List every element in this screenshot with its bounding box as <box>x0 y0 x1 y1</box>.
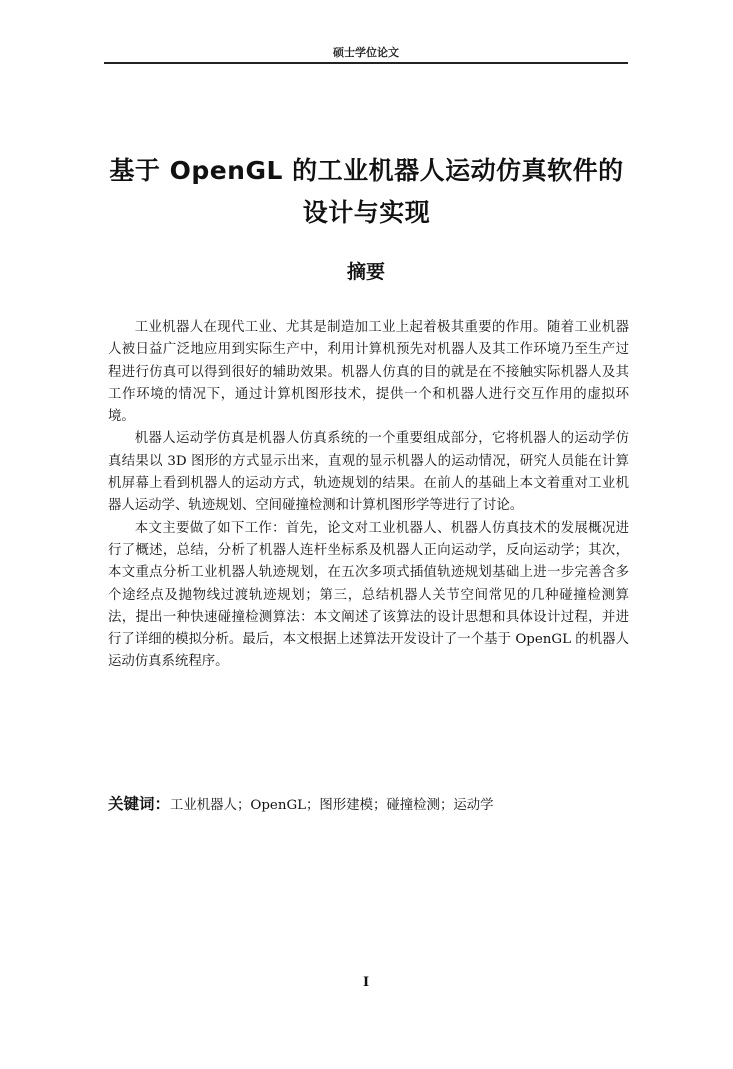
keywords-label: 关键词： <box>108 795 171 813</box>
keywords-value: 工业机器人；OpenGL；图形建模；碰撞检测；运动学 <box>170 798 494 813</box>
header-rule <box>104 62 628 64</box>
abstract-paragraph: 本文主要做了如下工作：首先，论文对工业机器人、机器人仿真技术的发展概况进行了概述，总结，分析了机器人连杆坐标系及机器人正向运动学，反向运动学；其次，本文重点分析工业机器人轨迹规划，在五次多项式插值轨迹规划基础上进一步完善含多个途经点及抛物线过渡轨迹规划；第三，总结机器人关节空间常见的几种碰撞检测算法，提出一种快速碰撞检测算法：本文阐述了该算法的设计思想和具体设计过程，并进行了详细的模拟分析。最后，本文根据上述算法开发设计了一个基于 OpenGL 的机器人运动仿真系统程序。 <box>108 520 629 670</box>
running-header: 硕士学位论文 <box>333 46 399 59</box>
abstract-heading: 摘要 <box>346 261 385 283</box>
keywords-line <box>108 793 629 817</box>
page-number: I <box>362 975 370 990</box>
thesis-title <box>90 150 643 234</box>
abstract-paragraph: 工业机器人在现代工业、尤其是制造加工业上起着极其重要的作用。随着工业机器人被日益广泛地应用到实际生产中，利用计算机预先对机器人及其工作环境乃至生产过程进行仿真可以得到很好的辅助效果。机器人仿真的目的就是在不接触实际机器人及其工作环境的情况下，通过计算机图形技术，提供一个和机器人进行交互作用的虚拟环境。 <box>108 320 629 425</box>
title-line-1: 基于 OpenGL 的工业机器人运动仿真软件的 <box>109 156 624 185</box>
abstract-paragraph: 机器人运动学仿真是机器人仿真系统的一个重要组成部分，它将机器人的运动学仿真结果以 3D 图形的方式显示出来，直观的显示机器人的运动情况，研究人员能在计算机屏幕上看到机器人的运动方式，轨迹规划的结果。在前人的基础上本文着重对工业机器人运动学、轨迹规划、空间碰撞检测和计算机图形学等进行了讨论。 <box>108 431 629 514</box>
abstract-body <box>108 317 629 674</box>
title-line-2: 设计与实现 <box>302 198 431 227</box>
